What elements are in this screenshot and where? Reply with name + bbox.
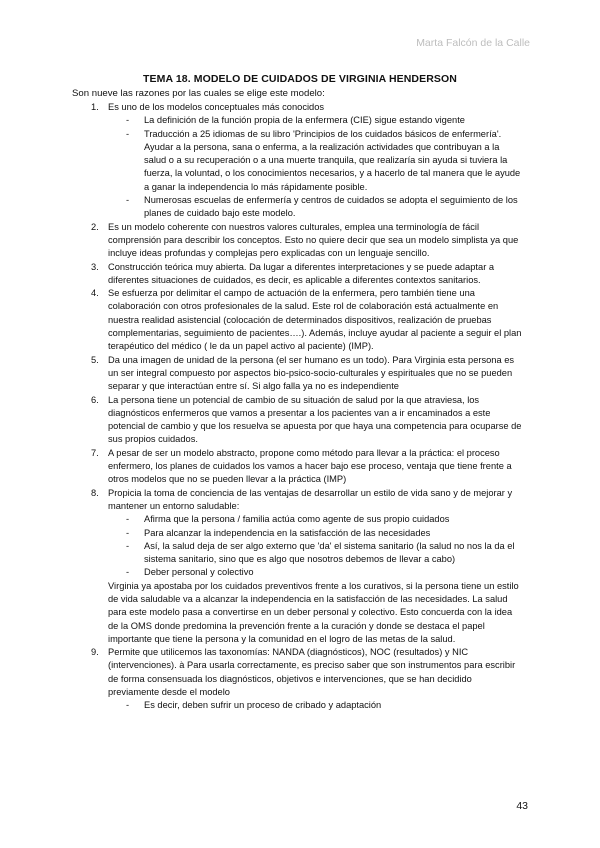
sub-point: [108, 128, 522, 194]
sub-point: [108, 527, 522, 540]
dash-bullet-icon: -: [126, 195, 130, 206]
reason-text: A pesar de ser un modelo abstracto, propone como método para llevar a la práctica: el proceso enfermero, los planes de cuidados los vamos a hacer bajo ese proceso, ventaja que tiene frente a otros modelos que no se pueden llevar a la práctica (IMP): [108, 447, 512, 485]
sub-point-text: Afirma que la persona / familia actúa como agente de sus propio cuidados: [144, 514, 450, 525]
sub-point-text: Así, la salud deja de ser algo externo que 'da' el sistema sanitario (la salud no nos la da el sistema sanitario, sino que es algo que nosotros debemos de llevar a cabo): [144, 540, 515, 565]
page-header-author: Marta Falcón de la Calle: [416, 37, 530, 49]
sub-point: [108, 540, 522, 567]
reason-item: [72, 221, 522, 261]
reason-item: [72, 287, 522, 353]
document-title: TEMA 18. MODELO DE CUIDADOS DE VIRGINIA HENDERSON: [143, 73, 457, 85]
reason-number: 3.: [91, 261, 99, 272]
reason-item: [72, 354, 522, 394]
dash-bullet-icon: -: [126, 115, 130, 126]
sub-point: [108, 114, 522, 127]
dash-bullet-icon: -: [126, 700, 130, 711]
reason-text: Da una imagen de unidad de la persona (el ser humano es un todo). Para Virginia esta persona es un ser integral compuesto por aspectos bio-psico-socio-culturales y espirituales que no se pueden separar y que interactúan entre sí. Si algo falla ya no es independiente: [108, 354, 515, 392]
sub-point-text: Es decir, deben sufrir un proceso de cribado y adaptación: [144, 700, 382, 711]
intro-text: Son nueve las razones por las cuales se elige este modelo:: [72, 88, 325, 99]
dash-bullet-icon: -: [126, 540, 130, 551]
reason-item: [72, 394, 522, 447]
sub-point-text: Traducción a 25 idiomas de su libro 'Principios de los cuidados básicos de enfermería'. Ayudar a la persona, sana o enferma, a la realización actividades que contribuyan a la salud o a su recuperación o a una muerte tranquila, que realizaría sin ayuda si tuviera la fuerza, la voluntad, o los conocimientos necesarios, y a hacerlo de tal manera que le ayude a ganar la independencia lo más rápidamente posible.: [144, 128, 521, 192]
sub-point-text: La definición de la función propia de la enfermera (CIE) sigue estando vigente: [144, 115, 465, 126]
reason-number: 8.: [91, 487, 99, 498]
reason-item: [72, 101, 522, 221]
reason-item: [72, 261, 522, 288]
reason-text: Propicia la toma de conciencia de las ventajas de desarrollar un estilo de vida sano y de mejorar y mantener un entorno saludable:: [108, 487, 513, 511]
reason-item: [72, 487, 522, 647]
reason-number: 2.: [91, 221, 99, 232]
reason-number: 9.: [91, 647, 99, 658]
page-number: 43: [516, 800, 528, 812]
reason-text: Construcción teórica muy abierta. Da lugar a diferentes interpretaciones y se puede adaptar a diferentes situaciones de cuidados, es decir, es aplicable a diferentes contextos sanitarios.: [108, 261, 495, 285]
reason-text: La persona tiene un potencial de cambio de su situación de salud por la que atraviesa, los diagnósticos enfermeros que vamos a presentar a los pacientes van a ir encaminados a este potencial de cambio y que los resuelva se apuesta por que haya una competencia para ocuparse de sus propios cuidados.: [108, 394, 522, 445]
reason-number: 6.: [91, 394, 99, 405]
dash-bullet-icon: -: [126, 567, 130, 578]
reason-paragraph: Virginia ya apostaba por los cuidados preventivos frente a los curativos, si la persona tiene un estilo de vida saludable va a alcanzar la independencia en la satisfacción de las necesidades. La salud para este modelo pasa a convertirse en un deber personal y colectivo. Esto concuerda con la idea de la OMS donde predomina la prevención frente a la curación y donde se destaca el papel importante que tiene la persona y la comunidad en el logro de las metas de la salud.: [108, 580, 519, 644]
sub-point-text: Para alcanzar la independencia en la satisfacción de las necesidades: [144, 527, 431, 538]
sub-point: [108, 513, 522, 526]
sub-point: [108, 699, 522, 712]
reason-item: [72, 447, 522, 487]
reason-text: Es un modelo coherente con nuestros valores culturales, emplea una terminología de fácil comprensión para describir los conceptos. Esto no quiere decir que sea un modelo simplista ya que incluye ideas profundas y complejas pero explicadas con un lenguaje sencillo.: [108, 221, 519, 259]
reason-text: Se esfuerza por delimitar el campo de actuación de la enfermera, pero también tiene una colaboración con otros profesionales de la salud. Este rol de colaboración está actualmente en nuestra realidad asistencial (colocación de determinados dispositivos, realización de pruebas complementarias, seguimiento de pacientes….). Además, incluye ayudar al paciente a seguir el plan terapéutico del médico ( le da un papel activo al paciente) (IMP).: [108, 288, 522, 352]
dash-bullet-icon: -: [126, 128, 130, 139]
dash-bullet-icon: -: [126, 527, 130, 538]
reason-item: [72, 646, 522, 712]
sub-point: [108, 194, 522, 221]
sub-point-text: Numerosas escuelas de enfermería y centros de cuidados se adopta el seguimiento de los planes de cuidado bajo este modelo.: [144, 195, 518, 219]
reasons-list: [72, 101, 522, 713]
sub-point: [108, 566, 522, 579]
reason-number: 7.: [91, 447, 99, 458]
reason-text: Permite que utilicemos las taxonomías: NANDA (diagnósticos), NOC (resultados) y NIC (intervenciones). à Para usarla correctamente, es preciso saber que son instrumentos para escribir de forma consensuada los diagnósticos, objetivos e intervenciones, que se han decidido previamente desde el modelo: [108, 647, 516, 698]
reason-number: 5.: [91, 354, 99, 365]
reason-text: Es uno de los modelos conceptuales más conocidos: [108, 102, 325, 112]
reason-number: 1.: [91, 102, 99, 112]
dash-bullet-icon: -: [126, 514, 130, 525]
sub-point-text: Deber personal y colectivo: [144, 567, 254, 578]
reason-number: 4.: [91, 288, 99, 299]
